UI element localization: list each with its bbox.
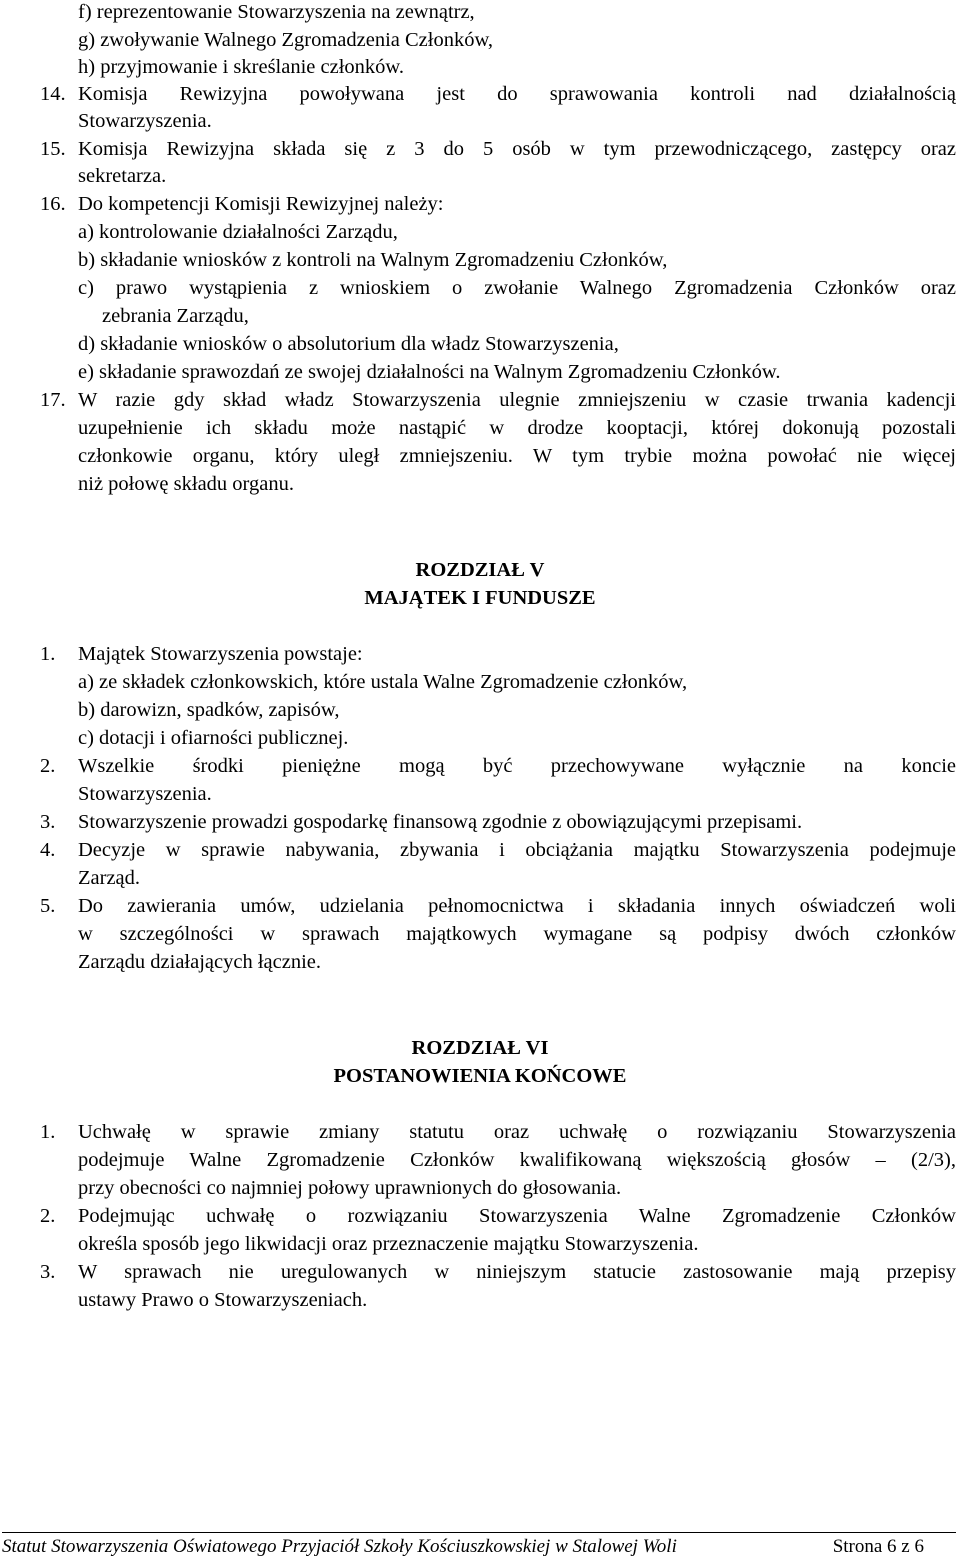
paragraph-14-line-1: Komisja Rewizyjna powoływana jest do sprawowania kontroli nad działalnością — [78, 83, 956, 105]
paragraph-15-line-2: sekretarza. — [78, 165, 167, 187]
chapter-5-subtitle: MAJĄTEK I FUNDUSZE — [364, 587, 596, 609]
ch5-paragraph-5-line-1: Do zawierania umów, udzielania pełnomocnictwa i składania innych oświadczeń woli — [78, 895, 956, 917]
ch5-item-a: a) ze składek członkowskich, które ustala Walne Zgromadzenie członków, — [78, 671, 688, 693]
ch6-paragraph-2-line-1: Podejmując uchwałę o rozwiązaniu Stowarzyszenia Walne Zgromadzenie Członków — [78, 1205, 956, 1227]
footer-document-title: Statut Stowarzyszenia Oświatowego Przyjaciół Szkoły Kościuszkowskiej w Stalowej Woli — [2, 1536, 677, 1557]
ch5-number-1: 1. — [40, 643, 56, 665]
ch6-paragraph-3-line-1: W sprawach nie uregulowanych w niniejszym statucie zastosowanie mają przepisy — [78, 1261, 956, 1283]
ch6-paragraph-2-line-2: określa sposób jego likwidacji oraz przeznaczenie majątku Stowarzyszenia. — [78, 1233, 699, 1255]
paragraph-17-line-4: niż połowę składu organu. — [78, 473, 294, 495]
paragraph-16-item-c-line-1: c) prawo wystąpienia z wnioskiem o zwołanie Walnego Zgromadzenia Członków oraz — [78, 277, 956, 299]
list-item-h: h) przyjmowanie i skreślanie członków. — [78, 56, 404, 78]
paragraph-16-item-b: b) składanie wniosków z kontroli na Walnym Zgromadzeniu Członków, — [78, 249, 668, 271]
paragraph-17-line-1: W razie gdy skład władz Stowarzyszenia ulegnie zmniejszeniu w czasie trwania kadencji — [78, 389, 956, 411]
paragraph-number-14: 14. — [40, 83, 66, 105]
ch5-number-4: 4. — [40, 839, 56, 861]
ch5-number-5: 5. — [40, 895, 56, 917]
footer-page-number: Strona 6 z 6 — [832, 1536, 924, 1557]
ch5-item-c: c) dotacji i ofiarności publicznej. — [78, 727, 349, 749]
ch5-paragraph-4-line-1: Decyzje w sprawie nabywania, zbywania i obciążania majątku Stowarzyszenia podejmuje — [78, 839, 956, 861]
footer-divider — [2, 1532, 956, 1533]
list-item-f: f) reprezentowanie Stowarzyszenia na zewnątrz, — [78, 1, 475, 23]
ch5-paragraph-1-heading: Majątek Stowarzyszenia powstaje: — [78, 643, 363, 665]
ch6-paragraph-1-line-2: podejmuje Walne Zgromadzenie Członków kwalifikowaną większością głosów – (2/3), — [78, 1149, 956, 1171]
paragraph-number-17: 17. — [40, 389, 66, 411]
ch6-number-2: 2. — [40, 1205, 56, 1227]
paragraph-16-heading: Do kompetencji Komisji Rewizyjnej należy: — [78, 193, 444, 215]
paragraph-15-line-1: Komisja Rewizyjna składa się z 3 do 5 osób w tym przewodniczącego, zastępcy oraz — [78, 138, 956, 160]
paragraph-16-item-d: d) składanie wniosków o absolutorium dla władz Stowarzyszenia, — [78, 333, 619, 355]
paragraph-16-item-c-line-2: zebrania Zarządu, — [102, 305, 249, 327]
ch5-item-b: b) darowizn, spadków, zapisów, — [78, 699, 340, 721]
paragraph-14-line-2: Stowarzyszenia. — [78, 110, 212, 132]
ch5-number-3: 3. — [40, 811, 56, 833]
ch6-paragraph-1-line-1: Uchwałę w sprawie zmiany statutu oraz uchwałę o rozwiązaniu Stowarzyszenia — [78, 1121, 956, 1143]
ch6-number-1: 1. — [40, 1121, 56, 1143]
ch5-paragraph-2-line-2: Stowarzyszenia. — [78, 783, 212, 805]
ch6-number-3: 3. — [40, 1261, 56, 1283]
paragraph-16-item-e: e) składanie sprawozdań ze swojej działalności na Walnym Zgromadzeniu Członków. — [78, 361, 781, 383]
ch5-paragraph-3: Stowarzyszenie prowadzi gospodarkę finansową zgodnie z obowiązującymi przepisami. — [78, 811, 803, 833]
paragraph-16-item-a: a) kontrolowanie działalności Zarządu, — [78, 221, 398, 243]
ch5-number-2: 2. — [40, 755, 56, 777]
list-item-g: g) zwoływanie Walnego Zgromadzenia Członków, — [78, 29, 494, 51]
paragraph-number-15: 15. — [40, 138, 66, 160]
ch5-paragraph-5-line-3: Zarządu działających łącznie. — [78, 951, 321, 973]
ch5-paragraph-4-line-2: Zarząd. — [78, 867, 141, 889]
ch5-paragraph-2-line-1: Wszelkie środki pieniężne mogą być przechowywane wyłącznie na koncie — [78, 755, 956, 777]
paragraph-17-line-2: uzupełnienie ich składu może nastąpić w drodze kooptacji, której dokonują pozostali — [78, 417, 956, 439]
paragraph-17-line-3: członkowie organu, który uległ zmniejszeniu. W tym trybie można powołać nie więcej — [78, 445, 956, 467]
chapter-5-title: ROZDZIAŁ V — [415, 559, 545, 581]
ch6-paragraph-3-line-2: ustawy Prawo o Stowarzyszeniach. — [78, 1289, 368, 1311]
ch6-paragraph-1-line-3: przy obecności co najmniej połowy uprawnionych do głosowania. — [78, 1177, 622, 1199]
chapter-6-title: ROZDZIAŁ VI — [411, 1037, 549, 1059]
ch5-paragraph-5-line-2: w szczególności w sprawach majątkowych wymagane są podpisy dwóch członków — [78, 923, 956, 945]
chapter-6-subtitle: POSTANOWIENIA KOŃCOWE — [333, 1065, 627, 1087]
paragraph-number-16: 16. — [40, 193, 66, 215]
